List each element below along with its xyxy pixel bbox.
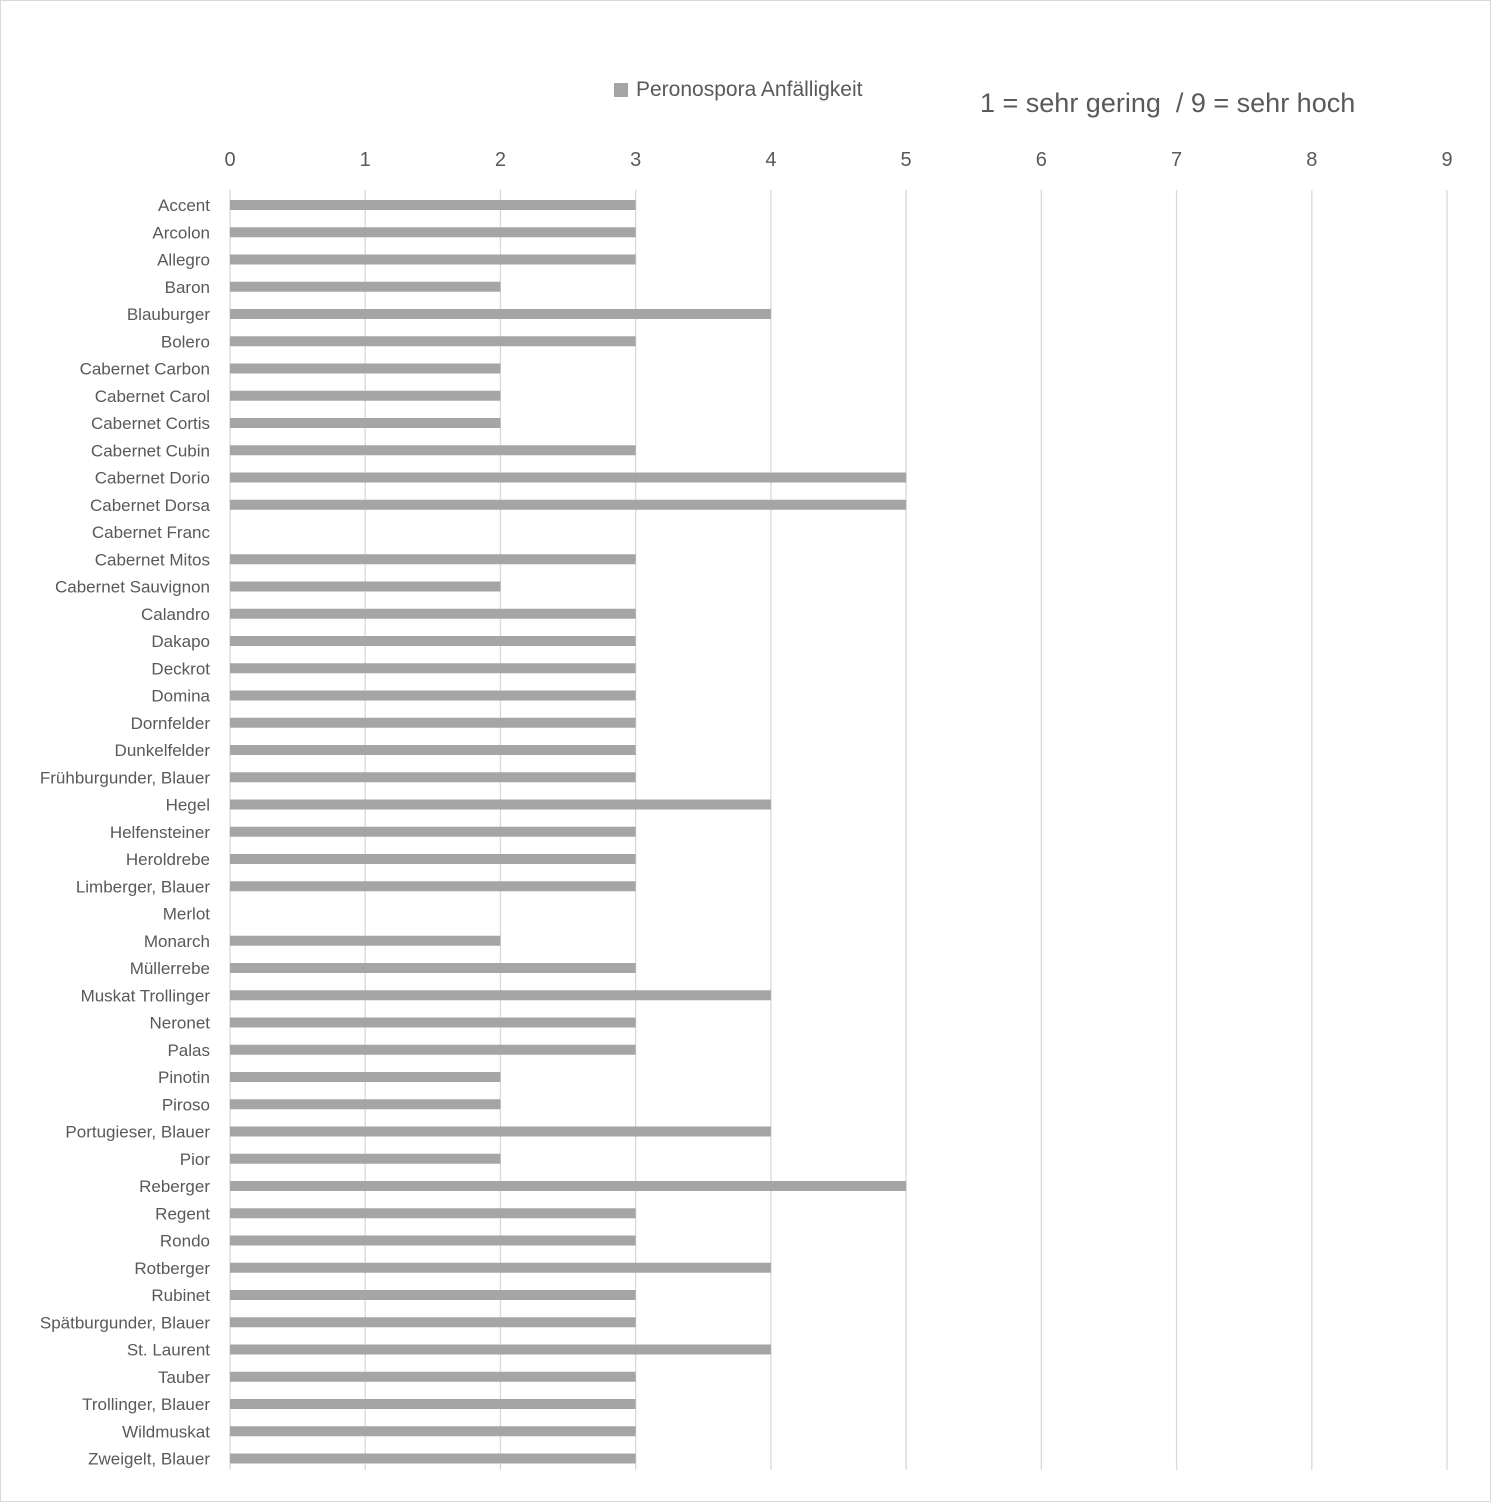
bar [230,691,636,701]
category-label: Spätburgunder, Blauer [39,1313,210,1333]
bar [230,800,771,810]
bar [230,718,636,728]
bar [230,391,500,401]
category-label: Piroso [161,1095,210,1115]
x-tick-label: 7 [1170,149,1183,171]
x-tick-label: 5 [900,149,912,171]
category-label: Wildmuskat [122,1422,210,1442]
category-label: Accent [158,196,210,215]
category-label: Dakapo [151,632,210,651]
bar [230,336,636,346]
bar [230,1399,636,1409]
category-label: Limberger, Blauer [75,877,210,897]
category-label: Neronet [149,1013,210,1033]
category-label: Helfensteiner [109,822,210,842]
category-label: Deckrot [151,659,210,679]
bar [230,936,500,946]
category-label: Rubinet [151,1286,210,1305]
category-label: Palas [167,1040,210,1060]
bar [230,282,500,292]
bar [230,1372,636,1382]
x-axis-ticks [224,149,1452,171]
bar [230,963,636,973]
category-label: Pinotin [158,1068,210,1087]
bar [230,1018,636,1028]
bar [230,745,636,755]
category-label: Cabernet Carol [94,386,210,406]
bar [230,418,500,428]
category-label: Calandro [141,604,210,624]
scale-note: 1 = sehr gering / 9 = sehr hoch [980,88,1356,118]
bar [230,582,500,592]
bar [230,772,636,782]
bars [230,200,906,1464]
bar [230,827,636,837]
category-label: Portugieser, Blauer [65,1122,210,1142]
bar [230,1290,636,1300]
bar [230,990,771,1000]
bar [230,1263,771,1273]
legend [614,78,863,101]
x-tick-label: 8 [1306,149,1318,171]
category-label: Dunkelfelder [114,741,210,760]
category-label: Dornfelder [130,713,210,733]
category-label: Blauburger [126,305,210,324]
bar [230,1045,636,1055]
x-tick-label: 1 [359,149,371,171]
bar [230,1099,500,1109]
category-label: Cabernet Carbon [79,359,210,379]
category-label: Cabernet Cortis [90,414,210,433]
bar [230,1072,500,1082]
bar [230,1454,636,1464]
bar [230,309,771,319]
x-tick-label: 2 [494,149,507,171]
category-label: Muskat Trollinger [80,986,210,1006]
category-label: Rotberger [134,1258,210,1278]
x-tick-label: 9 [1441,149,1453,171]
category-label: Heroldrebe [125,850,210,869]
category-label: Monarch [143,931,210,951]
category-label: Merlot [162,904,210,924]
category-label: Cabernet Cubin [90,441,210,461]
category-label: Trollinger, Blauer [82,1395,210,1414]
bar [230,1208,636,1218]
bar [230,1154,500,1164]
y-axis-categories [40,196,211,1469]
bar [230,1127,771,1137]
x-tick-label: 4 [765,149,777,171]
bar [230,1236,636,1246]
category-label: Zweigelt, Blauer [88,1449,210,1469]
bar [230,854,636,864]
category-label: Pior [179,1149,210,1169]
category-label: Tauber [158,1367,210,1387]
category-label: Cabernet Franc [91,523,210,542]
bar [230,364,500,374]
bar [230,255,636,265]
category-label: Baron [164,277,210,297]
bar [230,473,906,483]
bar [230,554,636,564]
x-tick-label: 0 [224,149,236,171]
bar [230,1426,636,1436]
bar [230,500,906,510]
legend-swatch [614,83,628,97]
category-label: St. Laurent [126,1340,210,1360]
bar [230,1317,636,1327]
bar [230,1345,771,1355]
category-label: Hegel [165,795,210,815]
category-label: Arcolon [152,223,210,243]
bar [230,881,636,891]
category-label: Frühburgunder, Blauer [39,768,210,788]
category-label: Reberger [139,1177,210,1196]
category-label: Bolero [160,332,210,352]
category-label: Regent [155,1204,210,1224]
bar [230,1181,906,1191]
category-label: Allegro [157,250,210,270]
bar [230,200,636,210]
category-label: Cabernet Dorsa [89,495,210,515]
bar [230,227,636,237]
bar [230,609,636,619]
category-label: Domina [151,686,210,706]
x-tick-label: 6 [1035,149,1047,171]
x-tick-label: 3 [630,149,642,171]
category-label: Müllerrebe [129,959,210,978]
category-label: Cabernet Sauvignon [54,577,210,597]
bar [230,445,636,455]
legend-label: Peronospora Anfälligkeit [636,78,863,101]
bar [230,663,636,673]
category-label: Rondo [159,1231,210,1251]
category-label: Cabernet Dorio [94,468,210,488]
category-label: Cabernet Mitos [94,550,210,570]
bar [230,636,636,646]
